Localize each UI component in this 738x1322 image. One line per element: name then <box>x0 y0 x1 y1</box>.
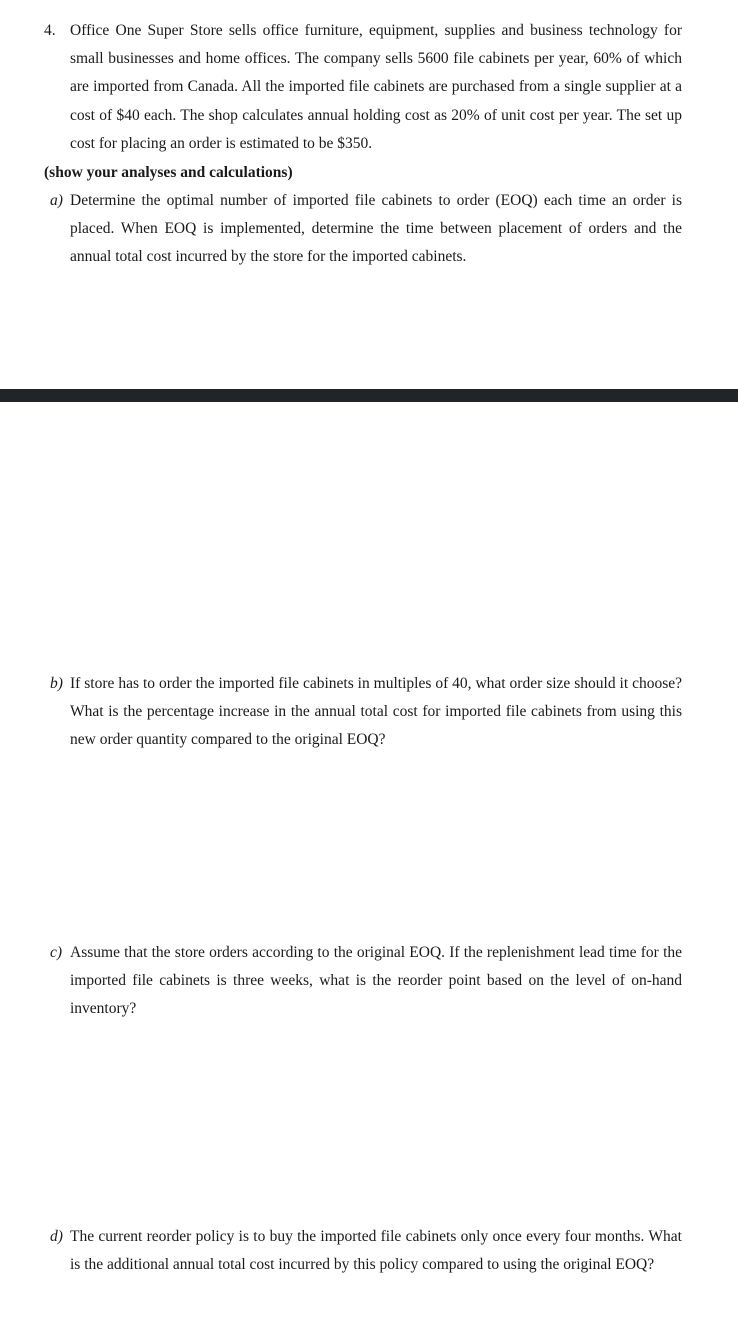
part-d-text: The current reorder policy is to buy the imported file cabinets only once every four months. What is the additional annual total cost incurred by this policy compared to using the original EOQ? <box>70 1228 682 1274</box>
part-d-label: d) <box>50 1228 63 1245</box>
part-c-text: Assume that the store orders according to the original EOQ. If the replenishment lead time for the imported file cabinets is three weeks, what is the reorder point based on the level of on-hand inventory? <box>70 944 682 1018</box>
part-a-label: a) <box>50 192 63 209</box>
instruction-heading: (show your analyses and calculations) <box>44 164 293 181</box>
part-a-text: Determine the optimal number of imported file cabinets to order (EOQ) each time an order is placed. When EOQ is implemented, determine the time between placement of orders and the annual total cost incurred by the store for the imported cabinets. <box>70 192 682 266</box>
question-number: 4. <box>44 22 56 39</box>
page-divider <box>0 389 738 402</box>
part-b-label: b) <box>50 675 63 692</box>
question-text: Office One Super Store sells office furniture, equipment, supplies and business technology for small businesses and home offices. The company sells 5600 file cabinets per year, 60% of which are imported from Canada. All the imported file cabinets are purchased from a single supplier at a cost of $40 each. The shop calculates annual holding cost as 20% of unit cost per year. The set up cost for placing an order is estimated to be $350. <box>70 22 682 152</box>
part-c-label: c) <box>50 944 63 961</box>
part-b-text: If store has to order the imported file cabinets in multiples of 40, what order size should it choose? What is the percentage increase in the annual total cost for imported file cabinets from using this new order quantity compared to the original EOQ? <box>70 675 682 749</box>
